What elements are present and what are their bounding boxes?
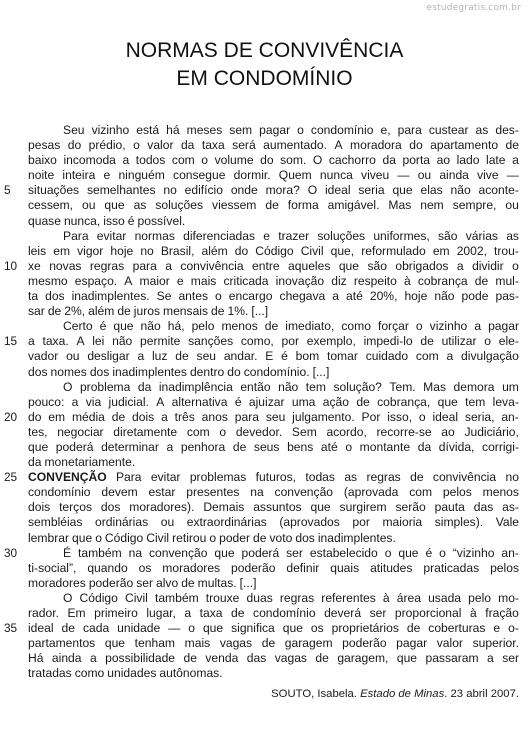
text-line: ta dos inadimplentes. Se antes o encargo chegava a até 20%, hoje não pode pas- — [28, 289, 519, 304]
text-line: 25 CONVENÇÃO Para evitar problemas futuros, todas as regras de convivência no — [4, 470, 519, 485]
text-line: cessem, ou que as soluções viessem de forma amigável. Mas nem sempre, ou — [28, 198, 519, 213]
title-line-1: NORMAS DE CONVIVÊNCIA — [125, 39, 404, 62]
text-line: leis em vigor hoje no Brasil, além do Código Civil que, reformulado em 2002, trou- — [28, 243, 519, 258]
text-line: da monetariamente. — [28, 455, 136, 470]
text-line: dos nomes dos inadimplentes dentro do condomínio. [...] — [28, 364, 330, 379]
source-citation — [28, 687, 519, 702]
text-line: 10 xe novas regras para a convivência entre aqueles que são obrigados a dividir o — [4, 258, 519, 273]
line-number: 25 — [4, 470, 18, 485]
text-line: pouco: a via judicial. A alternativa é ajuizar uma ação de cobrança, que tem leva- — [28, 394, 519, 409]
text-line: sembléias ordinárias ou extraordinárias (aprovados por maioria simples). Vale — [28, 515, 519, 530]
line-number: 35 — [4, 621, 18, 636]
text-line: lembrar que o Código Civil retirou o poder de voto dos inadimplentes. — [28, 530, 396, 545]
source-author: SOUTO, Isabela. — [271, 688, 361, 701]
text-line: sar de 2%, além de juros mensais de 1%. [...] — [28, 304, 269, 319]
text-line: partamentos que tenham mais vagas de garagem poderão pagar valor superior. — [28, 636, 519, 651]
line-number: 10 — [4, 258, 18, 273]
text-line: tes, negociar diretamente com o devedor. Sem acordo, recorre-se ao Judiciário, — [28, 424, 519, 439]
text-line: dois terços dos moradores). Demais assuntos que surgirem serão pauta das as- — [28, 500, 519, 515]
text-line: vador ou desligar a luz de seu andar. E é bom tomar cuidado com a divulgação — [28, 349, 519, 364]
text-line: Para evitar normas diferenciadas e trazer soluções uniformes, são várias as — [63, 228, 519, 243]
text-line: baixo incomoda a todos com o volume do som. O cachorro da porta ao lado late a — [28, 153, 519, 168]
text-line: rador. Em primeiro lugar, a taxa de condomínio deverá ser proporcional à fração — [28, 606, 519, 620]
text-line: ti-social”, quando os moradores poderão definir quais atitudes praticadas pelos — [28, 560, 519, 575]
text-line: que poderá determinar a penhora de seus bens até o montante da dívida, corrigi- — [28, 439, 519, 454]
section-heading: CONVENÇÃO — [28, 470, 107, 485]
source-date: . 23 abril 2007. — [444, 688, 519, 701]
article-body — [4, 123, 519, 703]
page-title — [0, 37, 529, 93]
text-line: quase nunca, isso é possível. — [28, 213, 186, 228]
text-line: 5 situações semelhantes no edifício onde mora? O ideal seria que elas não aconte- — [4, 183, 519, 198]
text-line: 15 a taxa. A lei não permite sanções como, por exemplo, impedi-lo de utilizar o ele- — [4, 334, 519, 349]
title-line-2: EM CONDOMÍNIO — [176, 67, 353, 90]
text-line: pesas do prédio, o valor da taxa será aumentado. A moradora do apartamento de — [28, 138, 519, 153]
text-line: 35 ideal de cada unidade — o que significa que os proprietários de coberturas e o- — [4, 621, 519, 636]
text-line: O Código Civil também trouxe duas regras referentes à área usada pelo mo- — [63, 590, 519, 605]
line-number: 15 — [4, 334, 18, 349]
text-line: moradores poderão ser alvo de multas. [...] — [28, 575, 257, 590]
text-line: 30 É também na convenção que poderá ser estabelecido o que é o “vizinho an- — [4, 545, 519, 560]
text-line: noite inteira e ninguém consegue dormir. Quem nunca viveu — ou ainda vive — — [28, 168, 519, 183]
text-line: O problema da inadimplência então não tem solução? Tem. Mas demora um — [63, 379, 519, 394]
line-number: 5 — [4, 183, 11, 198]
text-line: 20 do em média de dois a três anos para seu julgamento. Por isso, o ideal seria, an- — [4, 409, 519, 424]
text-line: Há ainda a possibilidade de venda das vagas de garagem, que passaram a ser — [28, 651, 519, 666]
line-number: 30 — [4, 545, 18, 560]
text-line: Certo é que não há, pelo menos de imediato, como forçar o vizinho a pagar — [63, 319, 519, 334]
line-number: 20 — [4, 409, 18, 424]
site-watermark: estudegratis.com.br — [426, 3, 521, 13]
source-publication: Estado de Minas — [360, 688, 445, 701]
text-line: tratadas como unidades autônomas. — [28, 666, 223, 681]
text-line: mesmo espaço. A maior e mais criticada inovação diz respeito à cobrança de mul- — [28, 273, 519, 288]
text-line: Seu vizinho está há meses sem pagar o condomínio e, para custear as des- — [63, 123, 519, 137]
text-line: condomínio devem estar presentes na convenção (aprovada com pelos menos — [28, 485, 519, 500]
